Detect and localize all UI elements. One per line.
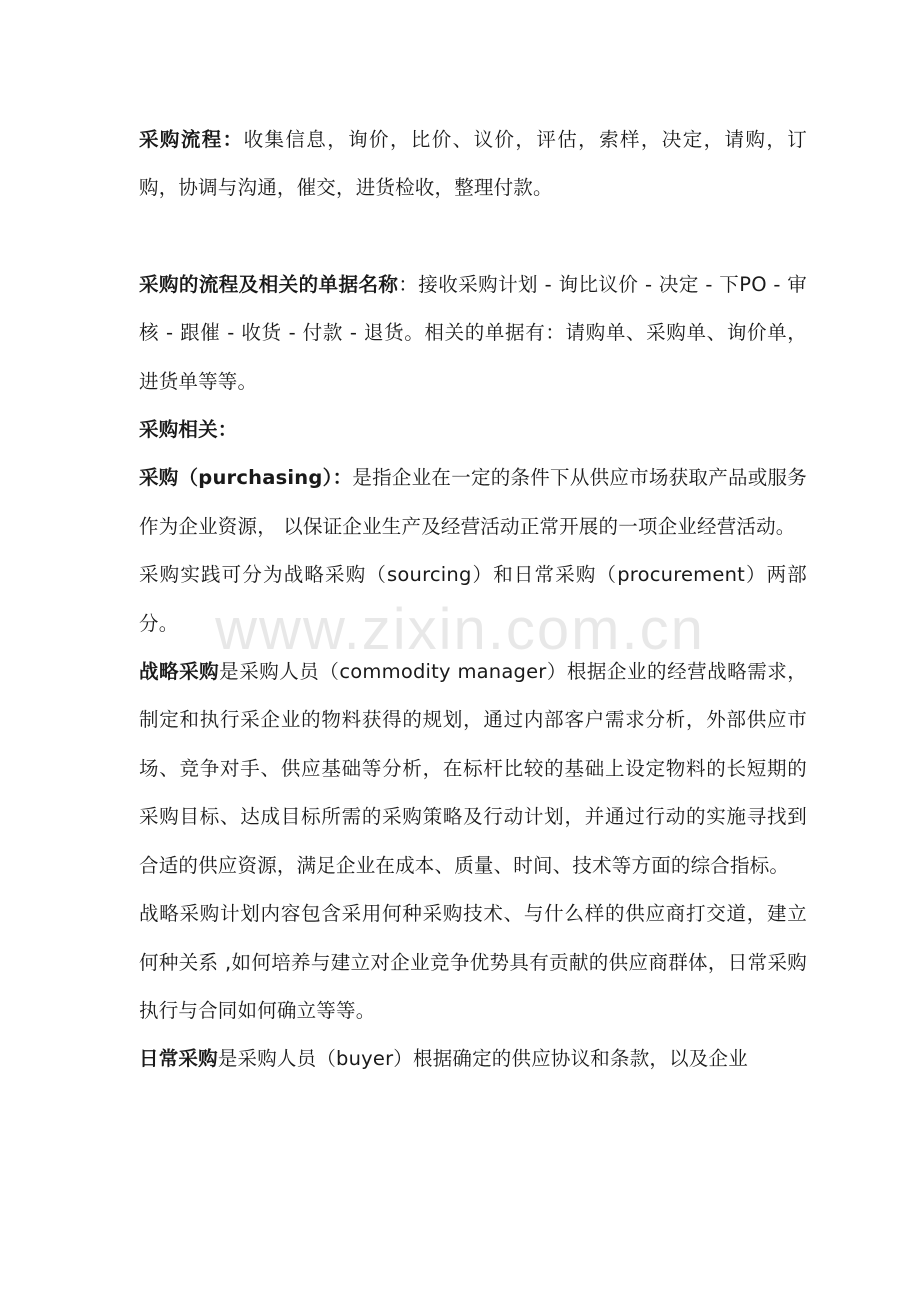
paragraph-text: 是采购人员（commodity manager）根据企业的经营战略需求，制定和执行采企业的物料获得的规划，通过内部客户需求分析，外部供应市场、竞争对手、供应基础等分析，在标杆比较的基础上设定物料的长短期的采购目标、达成目标所需的采购策略及行动计划，并通过行动的实施寻找到合适的供应资源，满足企业在成本、质量、时间、技术等方面的综合指标。: [139, 660, 807, 877]
section-heading: 采购相关：: [139, 418, 238, 442]
paragraph-strategic-plan: [139, 890, 807, 1035]
paragraph-text: 是采购人员（buyer）根据确定的供应协议和条款，以及企业: [217, 1047, 748, 1071]
paragraph-strategic-sourcing: [139, 648, 807, 890]
paragraph-heading: 采购（purchasing）：: [139, 466, 353, 490]
paragraph-process-documents: [139, 261, 807, 406]
paragraph-text: 战略采购计划内容包含采用何种采购技术、与什么样的供应商打交道，建立何种关系 ,如何培养与建立对企业竞争优势具有贡献的供应商群体，日常采购执行与合同如何确立等等。: [139, 902, 807, 1022]
paragraph-daily-procurement: [139, 1035, 807, 1083]
paragraph-practice-split: [139, 551, 807, 648]
paragraph-heading: 采购流程：: [139, 128, 244, 151]
paragraph-procurement-process: [139, 116, 807, 213]
watermark: www.zixin.com.cn: [215, 597, 705, 662]
blank-line: [139, 213, 807, 261]
paragraph-text: 收集信息，询价，比价、议价，评估，索样，决定，请购，订购，协调与沟通，催交，进货检收，整理付款。: [139, 128, 807, 200]
paragraph-text: ：接收采购计划 - 询比议价 - 决定 - 下PO - 审核 - 跟催 - 收货 - 付款 - 退货。相关的单据有：请购单、采购单、询价单，进货单等等。: [139, 272, 807, 393]
paragraph-procurement-related: [139, 406, 807, 454]
paragraph-heading: 采购的流程及相关的单据名称: [139, 272, 399, 296]
paragraph-heading: 战略采购: [139, 660, 220, 684]
paragraph-heading: 日常采购: [139, 1047, 218, 1071]
paragraph-text: 采购实践可分为战略采购（sourcing）和日常采购（procurement）两部分。: [139, 563, 807, 635]
document-body: [139, 116, 807, 1084]
paragraph-purchasing-definition: [139, 454, 807, 551]
paragraph-text: 是指企业在一定的条件下从供应市场获取产品或服务作为企业资源， 以保证企业生产及经营活动正常开展的一项企业经营活动。: [139, 466, 807, 538]
